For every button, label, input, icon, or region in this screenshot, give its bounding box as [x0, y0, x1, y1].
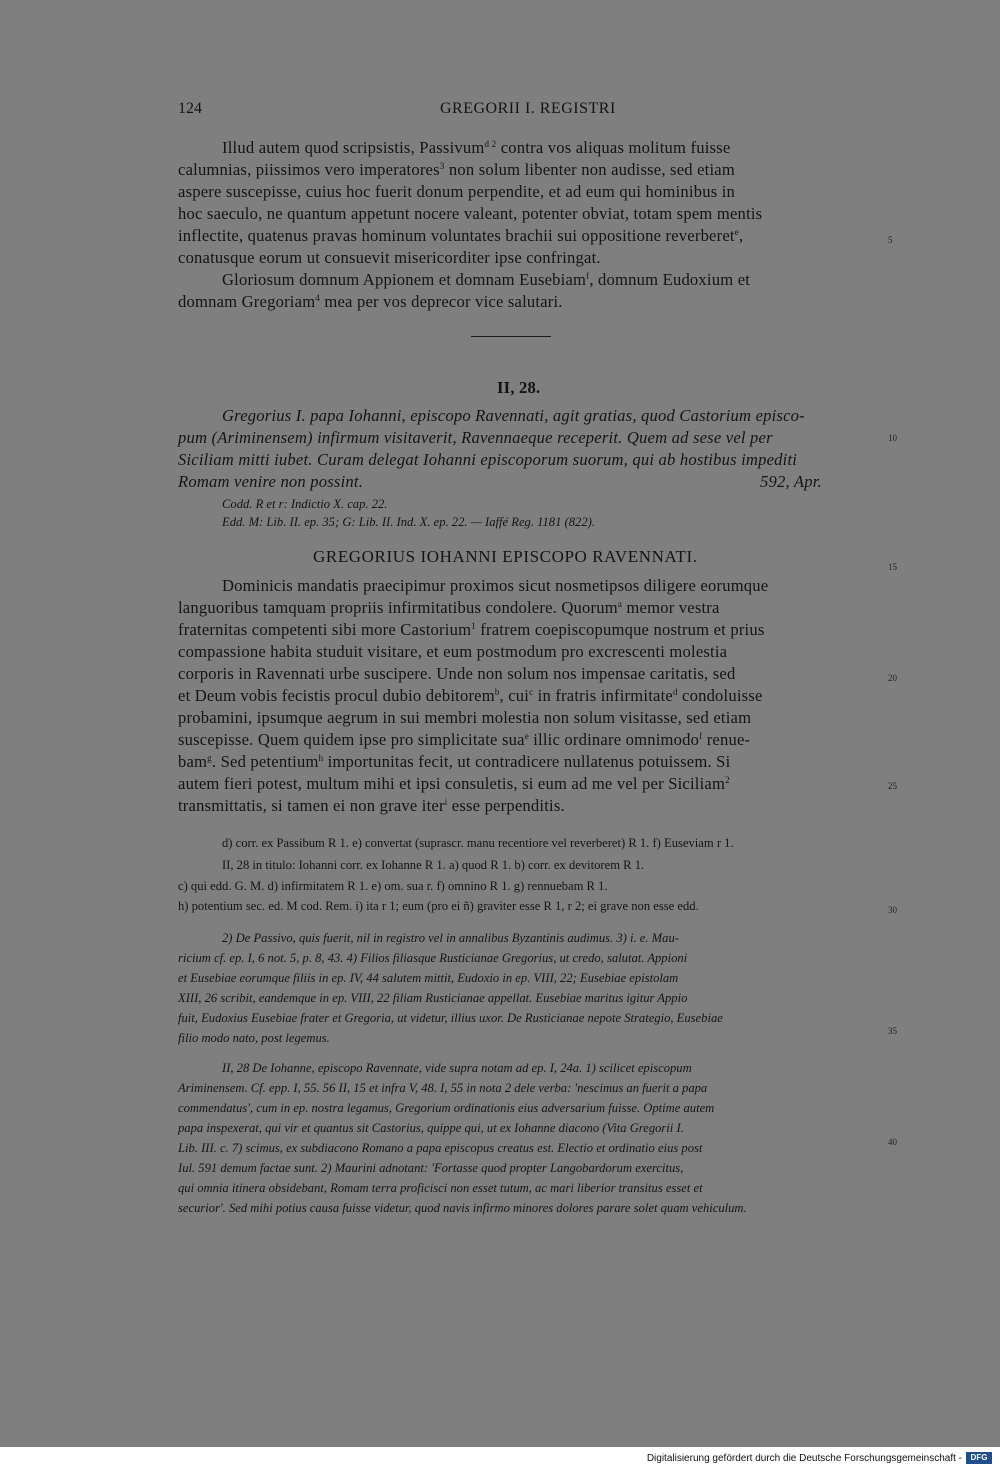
body-line-11: transmittatis, si tamen ei non grave iter$^i$ esse perpenditis. — [178, 796, 565, 815]
body-line-5: corporis in Ravennati urbe suscipere. Unde non solum nos impensae caritatis, sed — [178, 664, 736, 683]
line-number-35: 35 — [888, 1026, 897, 1036]
line-number-20: 20 — [888, 673, 897, 683]
note1-line-1: 2) De Passivo, quis fuerit, nil in registro vel in annalibus Byzantinis audimus. 3) i. e. Mau- — [222, 931, 679, 945]
apparatus-line-4: h) potentium sec. ed. M cod. Rem. i) ita r 1; eum (pro ei ñ) graviter esse R 1, r 2; ei grave non esse edd. — [178, 899, 699, 913]
letter-number: II, 28. — [497, 378, 541, 397]
line-number-25: 25 — [888, 781, 897, 791]
summary-line-2: pum (Ariminensem) infirmum visitaverit, Ravennaeque receperit. Quem ad sese vel per — [178, 428, 773, 447]
apparatus-line-2: II, 28 in titulo: Iohanni corr. ex Iohanne R 1. a) quod R 1. b) corr. ex devitorem R 1. — [222, 858, 645, 872]
body-line-8: suscepisse. Quem quidem ipse pro simplicitate sua$^e$ illic ordinare omnimodo$^f$ renue- — [178, 730, 751, 749]
summary-line-3: Siciliam mitti iubet. Curam delegat Iohanni episcoporum suorum, qui ab hostibus impediti — [178, 450, 798, 469]
line-number-30: 30 — [888, 905, 897, 915]
note2-line-4: papa inspexerat, qui vir et quantus sit Castorius, quippe qui, ut ex Iohanne diacono (Vita Gregorii I. — [178, 1121, 684, 1135]
intro-line-6: conatusque eorum ut consuevit misericorditer ipse confringat. — [178, 248, 601, 267]
digitization-footer — [0, 1447, 1000, 1477]
page-number: 124 — [178, 100, 202, 117]
note2-line-6: Iul. 591 demum factae sunt. 2) Maurini adnotant: 'Fortasse quod propter Langobardorum exercitus, — [178, 1161, 684, 1175]
section-divider — [471, 336, 551, 337]
note2-line-7: qui omnia itinera obsidebant, Romam terra proficisci non esset tutum, ac mari liberior transitus esset et — [178, 1181, 703, 1195]
body-line-4: compassione habita studuit visitare, et eum postmodum pro excrescenti molestia — [178, 642, 728, 661]
intro-line-2: calumnias, piissimos vero imperatores$^3$ non solum libenter non audisse, sed etiam — [178, 160, 735, 179]
intro-line-4: hoc saeculo, ne quantum appetunt nocere valeant, potenter obviat, totam spem mentis — [178, 204, 763, 223]
line-number-40: 40 — [888, 1137, 897, 1147]
body-line-10: autem fieri potest, multum mihi et ipsi consuletis, si eum ad me vel per Siciliam$^2$ — [178, 774, 730, 793]
summary-line-4: Romam venire non possint. — [178, 472, 364, 491]
intro-line-1: Illud autem quod scripsistis, Passivum$^{d 2}$ contra vos aliquas molitum fuisse — [222, 138, 731, 157]
intro-para2-line-2: domnam Gregoriam$^4$ mea per vos deprecor vice salutari. — [178, 292, 563, 311]
letter-heading: GREGORIUS IOHANNI EPISCOPO RAVENNATI. — [313, 547, 698, 566]
note1-line-2: ricium cf. ep. I, 6 not. 5, p. 8, 43. 4) Filios filiasque Rusticianae Gregorius, ut credo, salutat. Appioni — [178, 951, 688, 965]
body-line-2: languoribus tamquam propriis infirmitatibus condolere. Quorum$^a$ memor vestra — [178, 598, 720, 617]
note1-line-4: XIII, 26 scribit, eandemque in ep. VIII, 22 filiam Rusticianae appellat. Eusebiae maritus igitur Appio — [178, 991, 688, 1005]
intro-line-5: inflectite, quatenus pravas hominum voluntates brachii sui oppositione reverberet$^e$, — [178, 226, 744, 245]
intro-para2-line-1: Gloriosum domnum Appionem et domnam Eusebiam$^f$, domnum Eudoxium et — [222, 270, 751, 289]
line-number-5: 5 — [888, 235, 893, 245]
footer-credit: Digitalisierung gefördert durch die Deutsche Forschungsgemeinschaft - — [646, 1453, 962, 1464]
letter-date: 592, Apr. — [760, 472, 822, 491]
editions-line: Edd. M: Lib. II. ep. 35; G: Lib. II. Ind. X. ep. 22. — Iaffé Reg. 1181 (822). — [222, 515, 595, 529]
line-number-15: 15 — [888, 562, 897, 572]
note2-line-8: securior'. Sed mihi potius causa fuisse videtur, quod navis infirmo minores dolores parare solet quam vehiculum. — [178, 1201, 747, 1215]
body-line-9: bam$^g$. Sed petentium$^h$ importunitas fecit, ut contradicere nullatenus potuissem. Si — [178, 752, 731, 771]
note2-line-3: commendatus', cum in ep. nostra legamus, Gregorium ordinationis eius adversarium fuisse. Optime autem — [178, 1101, 715, 1115]
note2-line-1: II, 28 De Iohanne, episcopo Ravennate, vide supra notam ad ep. I, 24a. 1) scilicet episcopum — [222, 1061, 692, 1075]
dfg-logo: DFG — [966, 1452, 992, 1464]
running-title: GREGORII I. REGISTRI — [440, 100, 616, 117]
note2-line-5: Lib. III. c. 7) scimus, ex subdiacono Romano a papa episcopus creatus est. Electio et ordinatio eius post — [178, 1141, 703, 1155]
note1-line-6: filio modo nato, post legemus. — [178, 1031, 330, 1045]
apparatus-line-1: d) corr. ex Passibum R 1. e) convertat (suprascr. manu recentiore vel reverberet) R 1. f) Euseviam r 1. — [222, 836, 734, 850]
note2-line-2: Ariminensem. Cf. epp. I, 55. 56 II, 15 et infra V, 48. I, 55 in nota 2 dele verba: 'nescimus an fuerit a papa — [178, 1081, 708, 1095]
codices-line: Codd. R et r: Indictio X. cap. 22. — [222, 497, 388, 511]
body-line-7: probamini, ipsumque aegrum in sui membri molestia non solum visitasse, sed etiam — [178, 708, 752, 727]
line-number-10: 10 — [888, 433, 897, 443]
summary-line-1: Gregorius I. papa Iohanni, episcopo Ravennati, agit gratias, quod Castorium episco- — [222, 406, 805, 425]
intro-line-3: aspere suscepisse, cuius hoc fuerit donum perpendite, et ad eum qui hominibus in — [178, 182, 736, 201]
apparatus-line-3: c) qui edd. G. M. d) infirmitatem R 1. e) om. sua r. f) omnino R 1. g) rennuebam R 1. — [178, 879, 608, 893]
body-line-3: fraternitas competenti sibi more Castorium$^1$ fratrem coepiscopumque nostrum et prius — [178, 620, 765, 639]
note1-line-5: fuit, Eudoxius Eusebiae frater et Gregoria, ut videtur, illius uxor. De Rusticianae nepote Strategio, Eusebiae — [178, 1011, 723, 1025]
note1-line-3: et Eusebiae eorumque filiis in ep. IV, 44 salutem mittit, Eudoxio in ep. VIII, 22; Eusebiae epistolam — [178, 971, 679, 985]
body-line-1: Dominicis mandatis praecipimur proximos sicut nosmetipsos diligere eorumque — [222, 576, 769, 595]
body-line-6: et Deum vobis fecistis procul dubio debitorem$^b$, cui$^c$ in fratris infirmitate$^d$ condoluisse — [178, 686, 763, 705]
